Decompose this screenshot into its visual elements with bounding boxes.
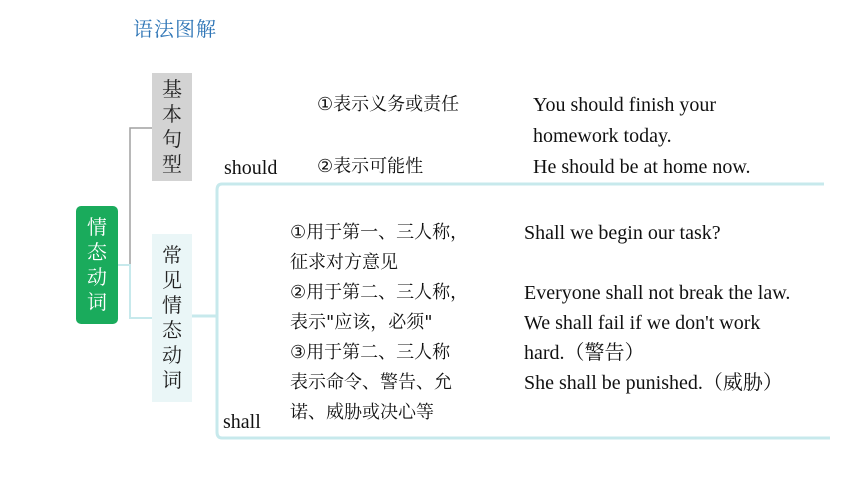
common-char: 见 (162, 268, 182, 292)
shall-usage-line: ②用于第二、三人称， (290, 282, 469, 303)
shall-usage-line: 表示"应该，必须" (290, 312, 433, 333)
branch-node-common-modals (152, 234, 192, 402)
common-char: 动 (162, 343, 182, 367)
basic-char: 型 (162, 152, 182, 176)
common-char: 情 (162, 293, 182, 317)
common-char: 常 (162, 243, 182, 267)
root-char: 态 (87, 240, 107, 264)
common-char: 态 (162, 318, 182, 342)
root-node-modal-verbs (76, 206, 118, 324)
slide-title: 语法图解 (133, 17, 217, 41)
basic-char: 句 (162, 127, 182, 151)
should-example-2: He should be at home now. (533, 156, 751, 178)
shall-example-line: She shall be punished.（威胁） (524, 372, 783, 394)
shall-usage-line: 表示命令、警告、允 (290, 372, 452, 393)
shall-example-line: hard.（警告） (524, 342, 645, 364)
shall-usage-line: 征求对方意见 (290, 252, 398, 273)
shall-usage-line: 诺、威胁或决心等 (290, 402, 434, 423)
connector-root-basic (118, 128, 152, 265)
should-usage-2: ②表示可能性 (317, 156, 424, 177)
should-label: should (224, 157, 278, 179)
shall-usage-line: ③用于第二、三人称 (290, 342, 451, 363)
should-example-1a: You should finish your (533, 94, 716, 116)
shall-example-spacer (524, 248, 790, 278)
shall-example-line: We shall fail if we don't work (524, 312, 761, 334)
root-char: 词 (87, 290, 107, 314)
shall-example-line: Shall we begin our task? (524, 222, 721, 244)
shall-usage-list (290, 218, 468, 428)
branch-node-basic-patterns (152, 73, 192, 181)
shall-example-list (524, 218, 790, 398)
root-char: 情 (87, 215, 107, 239)
common-char: 词 (162, 368, 182, 392)
shall-label: shall (223, 411, 261, 433)
root-char: 动 (87, 265, 107, 289)
shall-usage-line: ①用于第一、三人称， (290, 222, 469, 243)
basic-char: 本 (162, 102, 182, 126)
should-usage-1: ①表示义务或责任 (317, 94, 460, 115)
shall-example-line: Everyone shall not break the law. (524, 282, 791, 304)
basic-char: 基 (162, 77, 182, 101)
should-example-1b: homework today. (533, 125, 672, 147)
connector-root-common (118, 265, 152, 318)
